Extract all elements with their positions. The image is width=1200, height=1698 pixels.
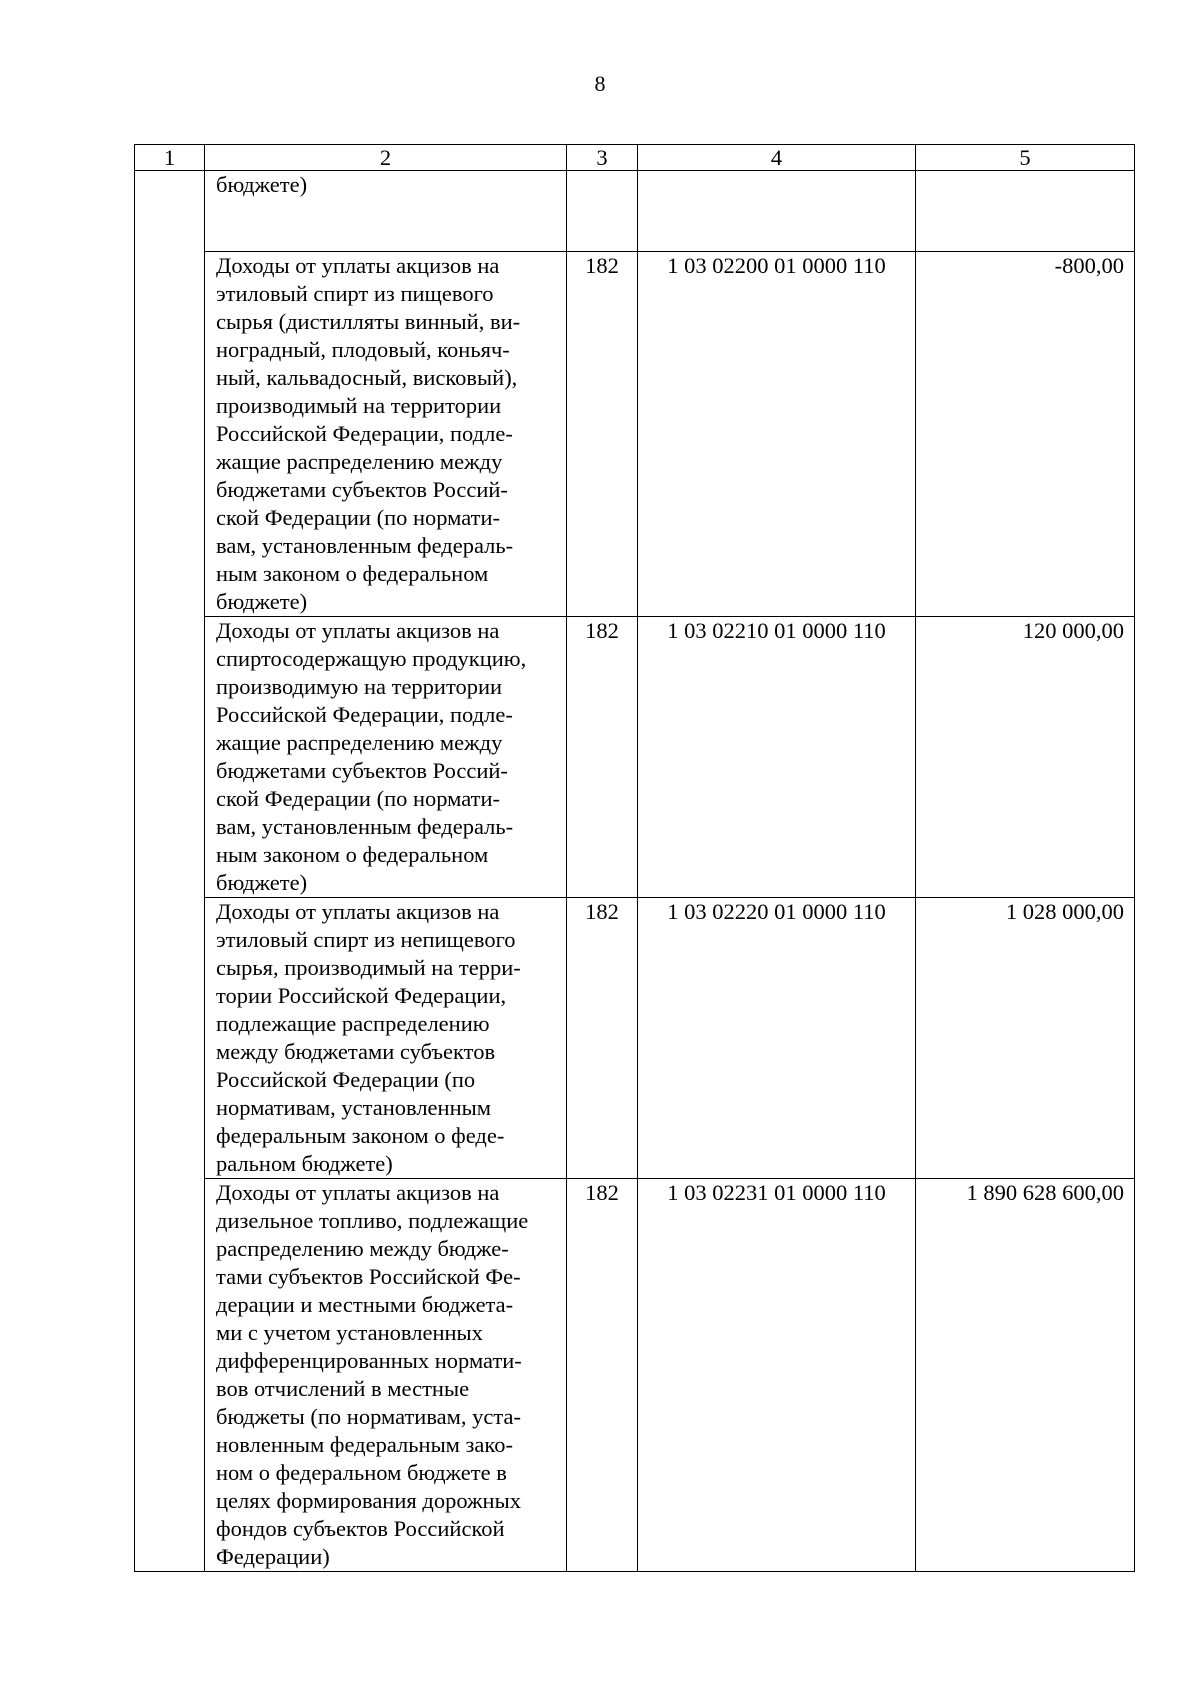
admin-code-cell: [567, 252, 638, 617]
amount: 1 028 000,00: [1005, 899, 1124, 924]
amount-cell: [916, 171, 1135, 252]
income-name: Доходы от уплаты акцизов на этиловый спирт из пищевого сырья (дистилляты винный, ви- ноградный, плодовый, коньяч- ный, кальвадосный, висковый), производимый на территории Российской Федерации, подле- жащие распределению между бюджетами субъектов Россий- ской Федерации (по нормати- вам, установленным федераль- ным законом о федеральном бюджете): [216, 253, 521, 614]
column-header-4: 4: [638, 145, 916, 171]
admin-code: 182: [585, 1180, 619, 1205]
admin-code-cell: [567, 1179, 638, 1572]
budget-code-cell: [638, 1179, 916, 1572]
row-number-cell: [135, 898, 205, 1179]
budget-code-cell: [638, 171, 916, 252]
table-row: [135, 171, 1135, 252]
income-name-cell: [205, 1179, 567, 1572]
income-name-cell: [205, 617, 567, 898]
table-row: [135, 898, 1135, 1179]
admin-code: 182: [585, 618, 619, 643]
header-row: [135, 145, 1135, 171]
amount: 1 890 628 600,00: [966, 1180, 1124, 1205]
revenue-table: [134, 144, 1135, 1572]
page-number: 8: [594, 71, 606, 96]
admin-code-cell: [567, 171, 638, 252]
income-name-cell: [205, 898, 567, 1179]
budget-code: 1 03 02200 01 0000 110: [667, 253, 886, 278]
admin-code: 182: [585, 253, 619, 278]
amount-cell: [916, 1179, 1135, 1572]
admin-code: 182: [585, 899, 619, 924]
table-body: [135, 171, 1135, 1572]
income-name: Доходы от уплаты акцизов на спиртосодержащую продукцию, производимую на территории Российской Федерации, подле- жащие распределению между бюджетами субъектов Россий- ской Федерации (по нормати- вам, установленным федераль- ным законом о федеральном бюджете): [216, 618, 527, 895]
table-row: [135, 252, 1135, 617]
row-number-cell: [135, 171, 205, 252]
row-number-cell: [135, 252, 205, 617]
budget-code-cell: [638, 252, 916, 617]
income-name: Доходы от уплаты акцизов на дизельное топливо, подлежащие распределению между бюдже- тами субъектов Российской Фе- дерации и местными бюджета- ми с учетом установленных дифференцированных нормати- вов отчислений в местные бюджеты (по нормативам, уста- новленным федеральным зако- ном о федеральном бюджете в целях формирования дорожных фондов субъектов Российской Федерации): [216, 1180, 529, 1569]
amount-cell: [916, 617, 1135, 898]
amount-cell: [916, 898, 1135, 1179]
budget-code-cell: [638, 898, 916, 1179]
budget-code-cell: [638, 617, 916, 898]
budget-code: 1 03 02220 01 0000 110: [667, 899, 886, 924]
budget-code: 1 03 02210 01 0000 110: [667, 618, 886, 643]
table-row: [135, 1179, 1135, 1572]
amount: 120 000,00: [1022, 618, 1124, 643]
admin-code-cell: [567, 617, 638, 898]
income-name-cell: [205, 171, 567, 252]
column-header-2: 2: [205, 145, 567, 171]
table-header: [135, 145, 1135, 171]
budget-code: 1 03 02231 01 0000 110: [667, 1180, 886, 1205]
table-row: [135, 617, 1135, 898]
row-number-cell: [135, 1179, 205, 1572]
amount-cell: [916, 252, 1135, 617]
column-header-3: 3: [567, 145, 638, 171]
column-header-1: 1: [135, 145, 205, 171]
admin-code-cell: [567, 898, 638, 1179]
income-name: Доходы от уплаты акцизов на этиловый спирт из непищевого сырья, производимый на терри- тории Российской Федерации, подлежащие распределению между бюджетами субъектов Российской Федерации (по нормативам, установленным федеральным законом о феде- ральном бюджете): [216, 899, 521, 1176]
row-number-cell: [135, 617, 205, 898]
column-header-5: 5: [916, 145, 1135, 171]
amount: -800,00: [1054, 253, 1124, 278]
income-name-cell: [205, 252, 567, 617]
income-name: бюджете): [216, 172, 308, 197]
